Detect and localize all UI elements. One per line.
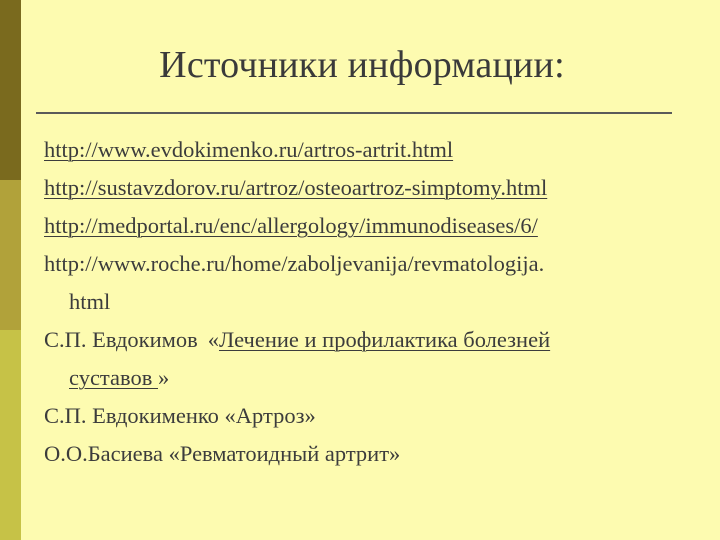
left-bar-segment-mid [0,180,21,330]
left-bar-segment-dark [0,0,21,180]
source-close-quote: » [158,365,170,390]
source-item [44,397,694,435]
source-text-evdokimenko-book: С.П. Евдокименко «Артроз» [44,403,316,428]
source-text-roche-line2: html [69,289,111,314]
source-link-sustavzdorov[interactable]: http://sustavzdorov.ru/artroz/osteoartroz-simptomy.html [44,175,548,200]
source-item [44,245,694,321]
source-item [44,207,694,245]
source-item [44,435,694,473]
source-link-medportal[interactable]: http://medportal.ru/enc/allergology/immunodiseases/6/ [44,213,538,238]
source-item [44,131,694,169]
left-decorative-bar [0,0,21,540]
source-item [44,321,694,397]
source-open-quote: « [207,327,219,352]
left-bar-segment-light [0,330,21,540]
source-text-roche-line1: http://www.roche.ru/home/zaboljevanija/revmatologija. [44,251,545,276]
title-divider [36,112,672,114]
source-link-evdokimenko[interactable]: http://www.evdokimenko.ru/artros-artrit.html [44,137,454,162]
source-link-book-title[interactable]: Лечение и профилактика болезней [218,327,551,352]
source-link-book-title-line2[interactable]: суставов [69,365,158,390]
slide-title: Источники информации: [159,44,565,86]
source-item [44,169,694,207]
sources-list [44,131,694,473]
source-text-basieva-book: О.О.Басиева «Ревматоидный артрит» [44,441,401,466]
source-author-evdokimov: С.П. Евдокимов [44,327,198,352]
